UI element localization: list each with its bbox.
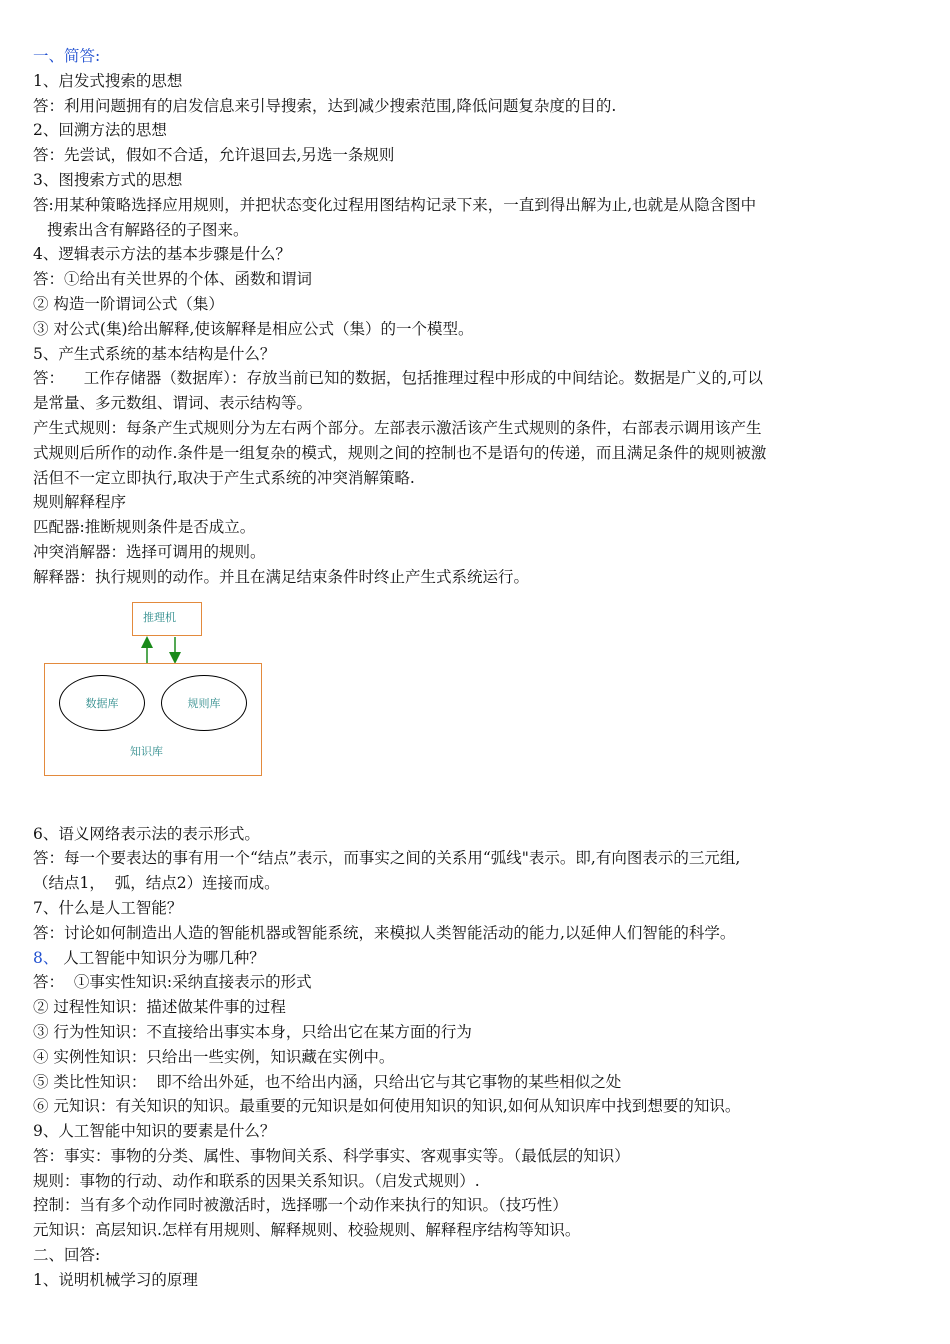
answer-4-line-1: 答：①给出有关世界的个体、函数和谓词	[33, 270, 313, 289]
section2-title: 二、回答:	[33, 1246, 101, 1265]
answer-7: 答：讨论如何制造出人造的智能机器或智能系统，来模拟人类智能活动的能力,以延伸人们智能的科学。	[33, 923, 736, 942]
question-8-number: 8、	[33, 948, 59, 967]
answer-5-line-7: 匹配器:推断规则条件是否成立。	[33, 518, 256, 537]
answer-8-line-4: ④ 实例性知识：只给出一些实例，知识藏在实例中。	[33, 1047, 395, 1066]
answer-9-line-1: 答：事实：事物的分类、属性、事物间关系、科学事实、客观事实等。（最低层的知识）	[33, 1146, 630, 1165]
question-4: 4、逻辑表示方法的基本步骤是什么？	[33, 245, 291, 264]
question-1: 1、启发式搜索的思想	[33, 71, 183, 90]
answer-5-line-3: 产生式规则：每条产生式规则分为左右两个部分。左部表示激活该产生式规则的条件，右部表示调用该产生	[33, 418, 762, 437]
question-2: 2、回溯方法的思想	[33, 121, 167, 140]
answer-8-line-5: ⑤ 类比性知识： 即不给出外延，也不给出内涵，只给出它与其它事物的某些相似之处	[33, 1072, 622, 1091]
answer-8-line-3: ③ 行为性知识：不直接给出事实本身，只给出它在某方面的行为	[33, 1022, 472, 1041]
question-5: 5、产生式系统的基本结构是什么？	[33, 344, 276, 363]
answer-2: 答：先尝试，假如不合适，允许退回去,另选一条规则	[33, 146, 395, 165]
question-6: 6、语义网络表示法的表示形式。	[33, 824, 260, 843]
answer-4-line-2: ② 构造一阶谓词公式（集）	[33, 294, 224, 313]
answer-9-line-2: 规则：事物的行动、动作和联系的因果关系知识。（启发式规则）.	[33, 1171, 480, 1190]
question-8-text: 人工智能中知识分为哪几种？	[58, 948, 265, 967]
section2-question-1: 1、说明机械学习的原理	[33, 1270, 198, 1289]
answer-5-line-2: 是常量、多元数组、谓词、表示结构等。	[33, 394, 313, 413]
answer-3-line-1: 答:用某种策略选择应用规则，并把状态变化过程用图结构记录下来，一直到得出解为止,也就是从隐含图中	[33, 195, 757, 214]
answer-6-line-2: （结点1， 弧，结点2）连接而成。	[33, 874, 280, 893]
answer-5-line-5: 活但不一定立即执行,取决于产生式系统的冲突消解策略.	[33, 468, 415, 487]
answer-5-line-4: 式规则后所作的动作.条件是一组复杂的模式，规则之间的控制也不是语句的传递，而且满足条件的规则被激	[33, 443, 767, 462]
answer-1: 答：利用问题拥有的启发信息来引导搜索，达到减少搜索范围,降低问题复杂度的目的.	[33, 96, 617, 115]
answer-5-line-6: 规则解释程序	[33, 493, 127, 512]
answer-8-line-2: ② 过程性知识：描述做某件事的过程	[33, 998, 286, 1017]
section1-title: 一、简答:	[33, 47, 101, 65]
document-page	[33, 44, 913, 1293]
answer-8-line-1: 答： ①事实性知识:采纳直接表示的形式	[33, 973, 312, 992]
answer-5-line-8: 冲突消解器：选择可调用的规则。	[33, 542, 266, 561]
answer-8-line-6: ⑥ 元知识：有关知识的知识。最重要的元知识是如何使用知识的知识,如何从知识库中找到想要的知识。	[33, 1097, 741, 1116]
production-system-diagram	[33, 590, 913, 822]
rule-base-ellipse: 规则库	[161, 675, 247, 731]
knowledge-base-label: 知识库	[130, 744, 163, 758]
answer-5-line-1: 答： 工作存储器（数据库）：存放当前已知的数据，包括推理过程中形成的中间结论。数据是广义的,可以	[33, 369, 763, 388]
question-8	[33, 946, 913, 971]
answer-9-line-3: 控制：当有多个动作同时被激活时，选择哪一个动作来执行的知识。（技巧性）	[33, 1196, 568, 1215]
database-ellipse: 数据库	[59, 675, 145, 731]
answer-4-line-3: ③ 对公式(集)给出解释,使该解释是相应公式（集）的一个模型。	[33, 319, 474, 338]
question-3: 3、图搜索方式的思想	[33, 170, 183, 189]
inference-engine-box: 推理机	[132, 602, 202, 636]
answer-6-line-1: 答：每一个要表达的事有用一个“结点”表示，而事实之间的关系用“弧线"表示。即,有向图表示的三元组,	[33, 849, 741, 868]
answer-3-line-2: 搜索出含有解路径的子图来。	[47, 220, 249, 239]
question-7: 7、什么是人工智能？	[33, 898, 183, 917]
question-9: 9、人工智能中知识的要素是什么？	[33, 1122, 276, 1141]
answer-9-line-4: 元知识：高层知识.怎样有用规则、解释规则、校验规则、解释程序结构等知识。	[33, 1221, 581, 1240]
answer-5-line-9: 解释器：执行规则的动作。并且在满足结束条件时终止产生式系统运行。	[33, 567, 530, 586]
